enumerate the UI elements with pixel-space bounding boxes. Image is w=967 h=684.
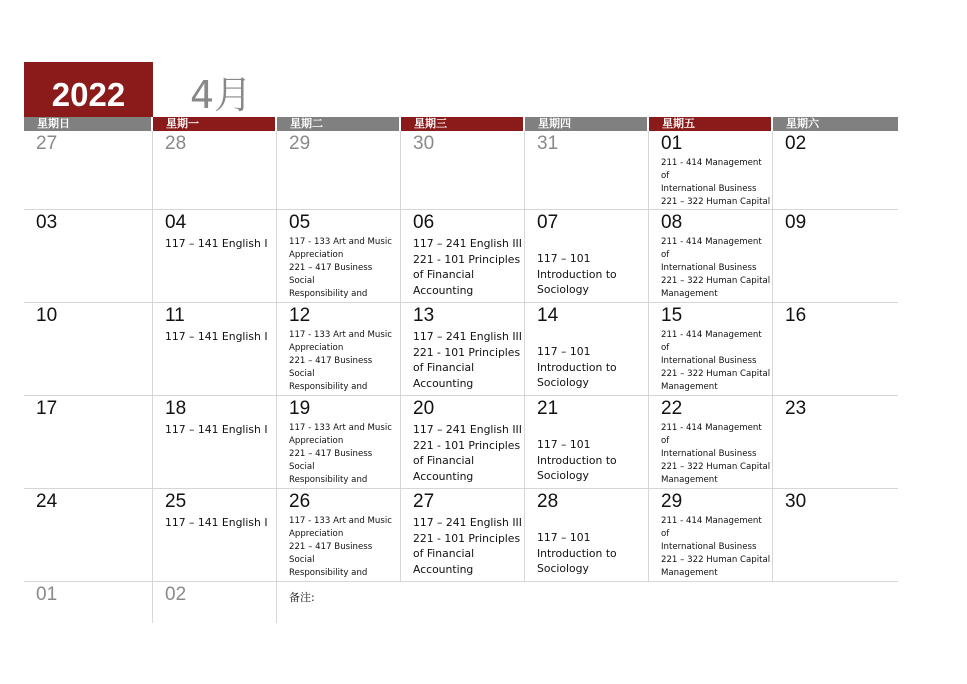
day-cell — [649, 303, 773, 395]
event-text: 117 – 241 English III 221 - 101 Principles of Financial Accounting — [413, 237, 522, 297]
day-number: 19 — [289, 398, 311, 419]
day-cell — [153, 303, 277, 395]
day-number: 01 — [36, 584, 58, 605]
weekday-saturday: 星期六 — [773, 117, 898, 131]
week-row — [24, 210, 898, 303]
day-cell — [773, 303, 898, 395]
day-number: 30 — [413, 133, 435, 154]
day-number: 28 — [165, 133, 187, 154]
day-number: 21 — [537, 398, 559, 419]
event-text: 117 - 133 Art and Music Appreciation 221 – 417 Business Social Responsibility and — [289, 330, 392, 392]
day-cell — [525, 131, 649, 209]
day-number: 12 — [289, 305, 311, 326]
day-cell — [525, 303, 649, 395]
weekday-header-row — [24, 117, 898, 131]
day-number: 29 — [289, 133, 311, 154]
day-number: 15 — [661, 305, 683, 326]
event-text: 117 – 101 Introduction to Sociology — [537, 345, 617, 390]
day-number: 20 — [413, 398, 435, 419]
event-text: 211 - 414 Management of International Business 221 – 322 Human Capital Management — [661, 423, 771, 485]
day-number: 02 — [785, 133, 807, 154]
day-cell — [153, 489, 277, 581]
event-text: 117 – 141 English I — [165, 237, 268, 250]
event-text: 117 – 101 Introduction to Sociology — [537, 252, 617, 297]
day-cell — [649, 489, 773, 581]
day-number: 18 — [165, 398, 187, 419]
day-cell — [649, 131, 773, 209]
day-number: 14 — [537, 305, 559, 326]
day-cell — [773, 210, 898, 302]
day-number: 10 — [36, 305, 58, 326]
day-number: 01 — [661, 133, 683, 154]
day-number: 22 — [661, 398, 683, 419]
day-number: 26 — [289, 491, 311, 512]
day-cell — [153, 396, 277, 488]
day-cell — [24, 210, 153, 302]
week-row — [24, 303, 898, 396]
day-cell — [773, 489, 898, 581]
day-cell — [153, 582, 277, 623]
event-text: 117 – 141 English I — [165, 516, 268, 529]
day-cell — [401, 131, 525, 209]
event-text: 211 - 414 Management of International Business 221 – 322 Human Capital Management — [661, 516, 771, 578]
day-cell — [24, 489, 153, 581]
day-number: 08 — [661, 212, 683, 233]
day-number: 30 — [785, 491, 807, 512]
day-cell — [401, 303, 525, 395]
day-cell — [24, 582, 153, 623]
event-text: 117 – 141 English I — [165, 423, 268, 436]
day-cell — [277, 396, 401, 488]
week-row — [24, 582, 898, 623]
day-number: 04 — [165, 212, 187, 233]
day-number: 27 — [413, 491, 435, 512]
day-cell — [401, 210, 525, 302]
day-number: 06 — [413, 212, 435, 233]
day-cell — [525, 396, 649, 488]
day-cell — [24, 396, 153, 488]
event-text: 117 – 241 English III 221 - 101 Principles of Financial Accounting — [413, 330, 522, 390]
year-label: 2022 — [24, 62, 153, 117]
weekday-friday: 星期五 — [649, 117, 773, 131]
day-number: 24 — [36, 491, 58, 512]
day-cell — [153, 210, 277, 302]
notes-area — [277, 582, 898, 623]
day-cell — [401, 396, 525, 488]
day-number: 25 — [165, 491, 187, 512]
day-number: 05 — [289, 212, 311, 233]
week-row — [24, 396, 898, 489]
day-number: 29 — [661, 491, 683, 512]
day-cell — [649, 396, 773, 488]
event-text: 117 – 141 English I — [165, 330, 268, 343]
day-cell — [277, 303, 401, 395]
event-text: 117 – 241 English III 221 - 101 Principles of Financial Accounting — [413, 516, 522, 576]
day-number: 27 — [36, 133, 58, 154]
event-text: 211 - 414 Management of International Business 221 – 322 Human Capital — [661, 158, 771, 207]
event-text: 117 - 133 Art and Music Appreciation 221 – 417 Business Social Responsibility and — [289, 423, 392, 485]
day-number: 07 — [537, 212, 559, 233]
day-cell — [525, 489, 649, 581]
day-cell — [525, 210, 649, 302]
day-number: 09 — [785, 212, 807, 233]
day-cell — [401, 489, 525, 581]
weekday-wednesday: 星期三 — [401, 117, 525, 131]
weekday-tuesday: 星期二 — [277, 117, 401, 131]
day-number: 03 — [36, 212, 58, 233]
event-text: 117 – 101 Introduction to Sociology — [537, 438, 617, 483]
event-text: 117 - 133 Art and Music Appreciation 221 – 417 Business Social Responsibility and — [289, 237, 392, 299]
event-text: 117 - 133 Art and Music Appreciation 221 – 417 Business Social Responsibility and — [289, 516, 392, 578]
week-row — [24, 131, 898, 210]
day-number: 31 — [537, 133, 559, 154]
event-text: 211 - 414 Management of International Business 221 – 322 Human Capital Management — [661, 330, 771, 392]
day-cell — [277, 210, 401, 302]
day-cell — [649, 210, 773, 302]
weekday-sunday: 星期日 — [24, 117, 153, 131]
day-number: 02 — [165, 584, 187, 605]
day-number: 13 — [413, 305, 435, 326]
day-cell — [24, 131, 153, 209]
event-text: 117 – 101 Introduction to Sociology — [537, 531, 617, 576]
day-number: 16 — [785, 305, 807, 326]
day-cell — [277, 131, 401, 209]
day-cell — [773, 396, 898, 488]
week-row — [24, 489, 898, 582]
day-cell — [153, 131, 277, 209]
calendar-grid — [24, 117, 898, 623]
day-cell — [773, 131, 898, 209]
day-cell — [24, 303, 153, 395]
weekday-thursday: 星期四 — [525, 117, 649, 131]
day-number: 28 — [537, 491, 559, 512]
day-number: 11 — [165, 305, 185, 326]
day-number: 23 — [785, 398, 807, 419]
day-cell — [277, 489, 401, 581]
notes-label: 备注: — [289, 591, 315, 604]
event-text: 117 – 241 English III 221 - 101 Principles of Financial Accounting — [413, 423, 522, 483]
event-text: 211 - 414 Management of International Business 221 – 322 Human Capital Management — [661, 237, 771, 299]
weekday-monday: 星期一 — [153, 117, 277, 131]
day-number: 17 — [36, 398, 58, 419]
month-title: 4月 — [190, 73, 253, 117]
